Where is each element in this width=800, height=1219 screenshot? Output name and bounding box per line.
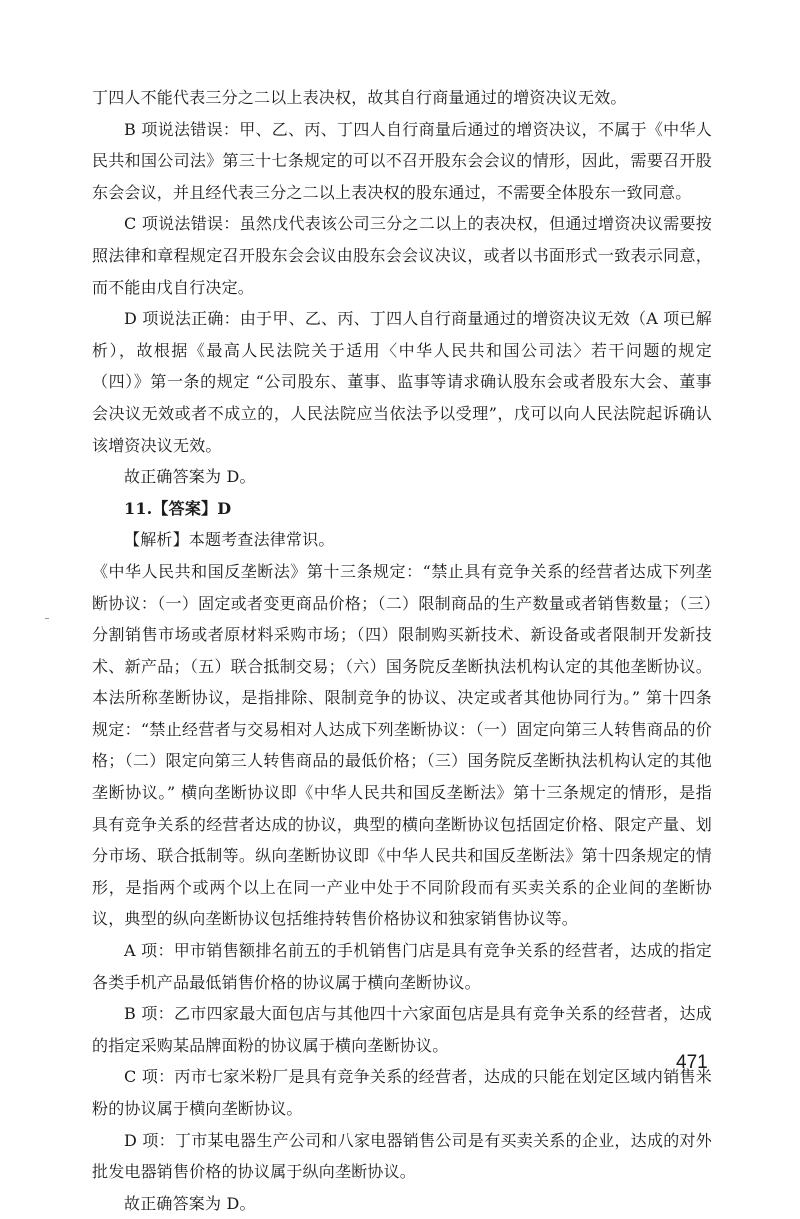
paragraph-item-d: D 项：丁市某电器生产公司和八家电器销售公司是有买卖关系的企业，达成的对外批发电器销售价格的协议属于纵向垄断协议。	[92, 1130, 712, 1182]
paragraph-antimonopoly-law: 《中华人民共和国反垄断法》第十三条规定：“禁止具有竞争关系的经营者达成下列垄断协议：（一）固定或者变更商品价格；（二）限制商品的生产数量或者销售数量；（三）分割销售市场或者原材料采购市场；（四）限制购买新技术、新设备或者限制开发新技术、新产品；（五）联合抵制交易；（六）国务院反垄断执法机构认定的其他垄断协议。本法所称垄断协议，是指排除、限制竞争的协议、决定或者其他协同行为。” 第十四条规定：“禁止经营者与交易相对人达成下列垄断协议：（一）固定向第三人转售商品的价格；（二）限定向第三人转售商品的最低价格；（三）国务院反垄断执法机构认定的其他垄断协议。” 横向垄断协议即《中华人民共和国反垄断法》第十三条规定的情形，是指具有竞争关系的经营者达成的协议，典型的横向垄断协议包括固定价格、限定产量、划分市场、联合抵制等。纵向垄断协议即《中华人民共和国反垄断法》第十四条规定的情形，是指两个或两个以上在同一产业中处于不同阶段而有买卖关系的企业间的垄断协议，典型的纵向垄断协议包括维持转售价格协议和独家销售协议等。	[92, 561, 712, 929]
paragraph-item-a: A 项：甲市销售额排名前五的手机销售门店是具有竞争关系的经营者，达成的指定各类手机产品最低销售价格的协议属于横向垄断协议。	[92, 941, 712, 992]
paragraph-option-c: C 项说法错误：虽然戊代表该公司三分之二以上的表决权，但通过增资决议需要按照法律和章程规定召开股东会会议由股东会会议决议，或者以书面形式一致表示同意，而不能由戊自行决定。	[92, 214, 712, 297]
answer-conclusion-10: 故正确答案为 D。	[124, 467, 256, 487]
question-11-analysis-heading: 【解析】本题考查法律常识。	[124, 530, 335, 550]
question-11-answer: 11.【答案】D	[124, 498, 232, 518]
page-body	[92, 82, 712, 1219]
paragraph-item-b: B 项：乙市四家最大面包店与其他四十六家面包店是具有竞争关系的经营者，达成的指定采购某品牌面粉的协议属于横向垄断协议。	[92, 1004, 712, 1055]
page-number: 471	[676, 1052, 708, 1073]
paragraph-option-a-conclusion: 丁四人不能代表三分之二以上表决权，故其自行商量通过的增资决议无效。	[92, 88, 627, 107]
paragraph-item-c: C 项：丙市七家米粉厂是具有竞争关系的经营者，达成的只能在划定区域内销售米粉的协议属于横向垄断协议。	[92, 1067, 712, 1118]
answer-conclusion-11: 故正确答案为 D。	[124, 1193, 256, 1213]
margin-mark	[45, 618, 49, 619]
paragraph-option-b: B 项说法错误：甲、乙、丙、丁四人自行商量后通过的增资决议，不属于《中华人民共和国公司法》第三十七条规定的可以不召开股东会会议的情形，因此，需要召开股东会会议，并且经代表三分之二以上表决权的股东通过，不需要全体股东一致同意。	[92, 119, 712, 202]
paragraph-option-d: D 项说法正确：由于甲、乙、丙、丁四人自行商量通过的增资决议无效（A 项已解析），故根据《最高人民法院关于适用〈中华人民共和国公司法〉若干问题的规定（四）》第一条的规定 “公司股东、董事、监事等请求确认股东会或者股东大会、董事会决议无效或者不成立的，人民法院应当依法予以受理”，戊可以向人民法院起诉确认该增资决议无效。	[92, 309, 712, 455]
